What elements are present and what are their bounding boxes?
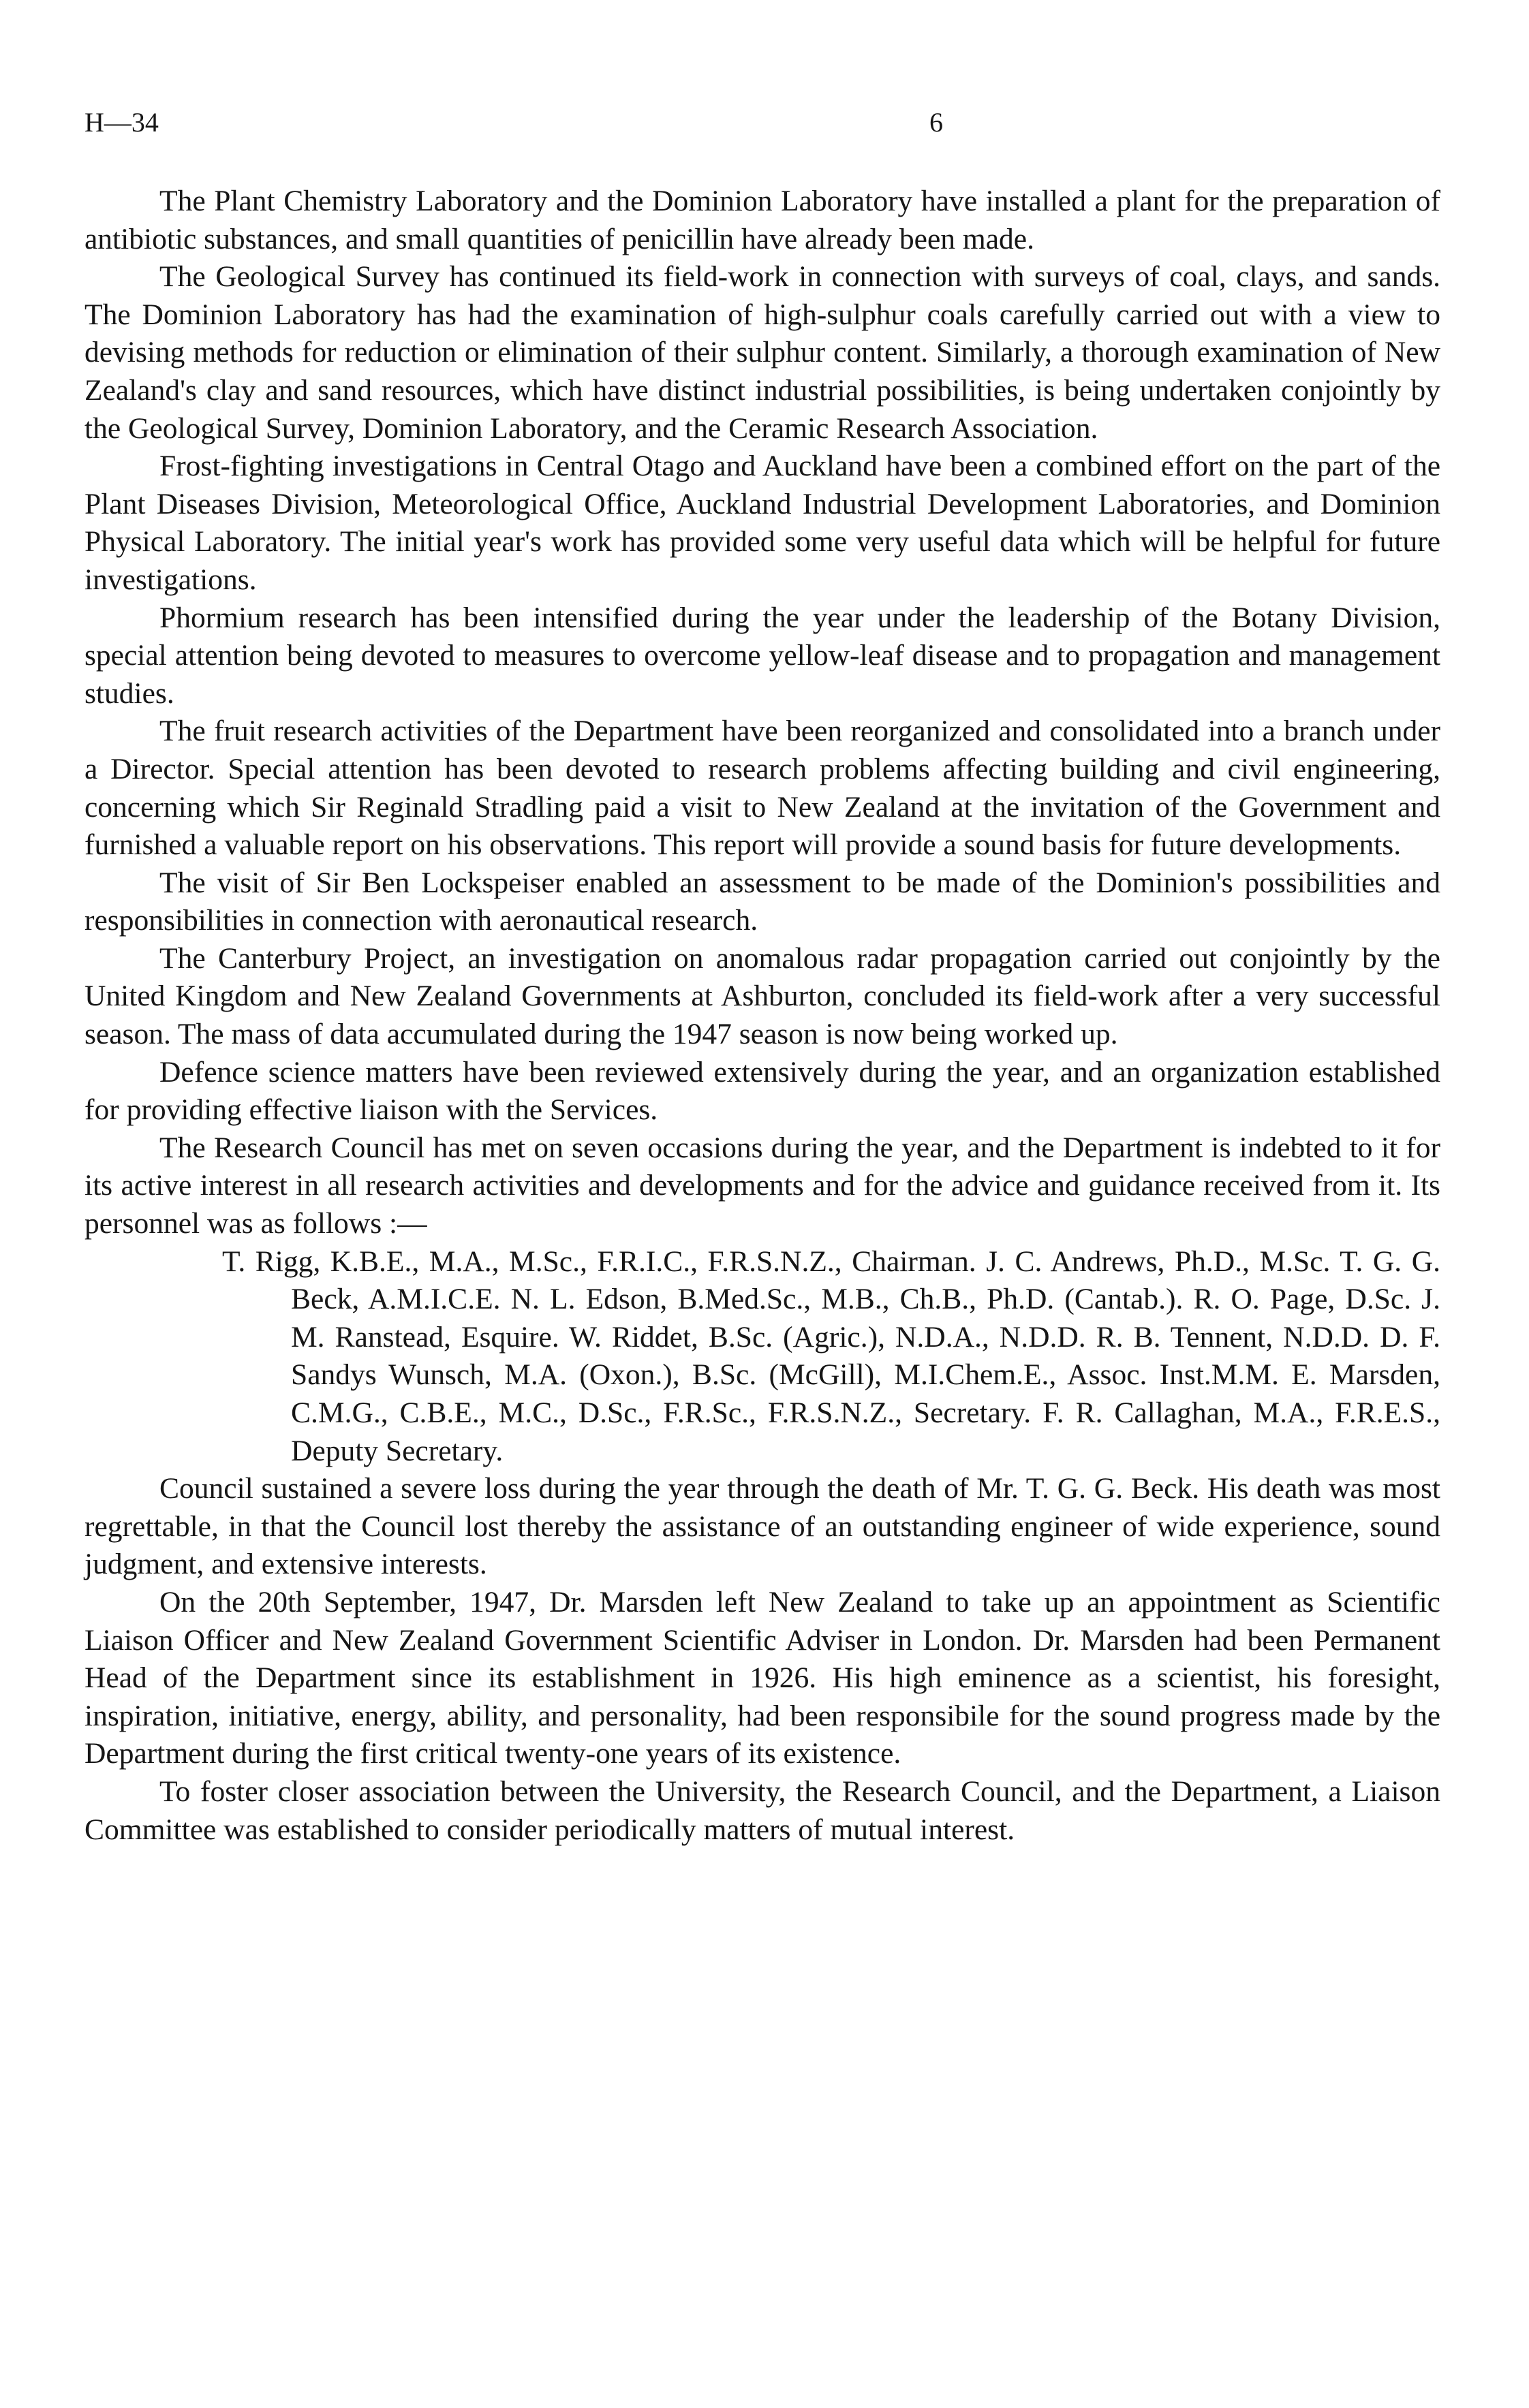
paragraph-antibiotics: The Plant Chemistry Laboratory and the Dominion Laboratory have installed a plant for the preparation of antibiotic substances, and small quantities of penicillin have already been made. xyxy=(84,185,1440,255)
paragraph-marsden-departure: On the 20th September, 1947, Dr. Marsden left New Zealand to take up an appointment as Scientific Liaison Officer and New Zealand Government Scientific Adviser in London. Dr. Marsden had been Permanent Head of the Department since its establishment in 1926. His high eminence as a scientist, his foresight, inspiration, initiative, energy, ability, and personality, had been responsibile for the sound progress made by the Department during the first critical twenty-one years of its existence. xyxy=(84,1585,1440,1770)
council-personnel-list: T. Rigg, K.B.E., M.A., M.Sc., F.R.I.C., F.R.S.N.Z., Chairman. J. C. Andrews, Ph.D., M.Sc. T. G. G. Beck, A.M.I.C.E. N. L. Edson, B.Med.Sc., M.B., Ch.B., Ph.D. (Cantab.). R. O. Page, D.Sc. J. M. Ranstead, Esquire. W. Riddet, B.Sc. (Agric.), N.D.A., N.D.D. R. B. Tennent, N.D.D. D. F. Sandys Wunsch, M.A. (Oxon.), B.Sc. (McGill), M.I.Chem.E., Assoc. Inst.M.M. E. Marsden, C.M.G., C.B.E., M.C., D.Sc., F.R.Sc., F.R.S.N.Z., Secretary. F. R. Callaghan, M.A., F.R.E.S., Deputy Secretary. xyxy=(222,1245,1440,1467)
page-header xyxy=(84,102,1447,143)
body-text xyxy=(84,183,1440,1849)
paragraph-defence-science: Defence science matters have been reviewed extensively during the year, and an organization established for providing effective liaison with the Services. xyxy=(84,1055,1440,1127)
paragraph-canterbury-project: The Canterbury Project, an investigation on anomalous radar propagation carried out conjointly by the United Kingdom and New Zealand Governments at Ashburton, concluded its field-work after a very successful season. The mass of data accumulated during the 1947 season is now being worked up. xyxy=(84,941,1440,1051)
paragraph-lockspeiser-visit: The visit of Sir Ben Lockspeiser enabled an assessment to be made of the Dominion's possibilities and responsibilities in connection with aeronautical research. xyxy=(84,866,1440,937)
paragraph-beck-death: Council sustained a severe loss during the year through the death of Mr. T. G. G. Beck. His death was most regrettable, in that the Council lost thereby the assistance of an outstanding engineer of wide experience, sound judgment, and extensive interests. xyxy=(84,1472,1440,1581)
paragraph-geological-survey: The Geological Survey has continued its field-work in connection with surveys of coal, clays, and sands. The Dominion Laboratory has had the examination of high-sulphur coals carefully carried out with a view to devising methods for reduction or elimination of their sulphur content. Similarly, a thorough examination of New Zealand's clay and sand resources, which have distinct industrial possibilities, is being undertaken conjointly by the Geological Survey, Dominion Laboratory, and the Ceramic Research Association. xyxy=(84,260,1440,445)
document-reference: H—34 xyxy=(84,107,159,138)
paragraph-fruit-research: The fruit research activities of the Department have been reorganized and consolidated into a branch under a Director. Special attention has been devoted to research problems affecting building and civil engineering, concerning which Sir Reginald Stradling paid a visit to New Zealand at the invitation of the Government and furnished a valuable report on his observations. This report will provide a sound basis for future developments. xyxy=(84,715,1440,862)
paragraph-liaison-committee: To foster closer association between the University, the Research Council, and the Department, a Liaison Committee was established to consider periodically matters of mutual interest. xyxy=(84,1774,1440,1846)
page-number: 6 xyxy=(929,107,943,138)
paragraph-phormium: Phormium research has been intensified during the year under the leadership of the Botany Division, special attention being devoted to measures to overcome yellow-leaf disease and to propagation and management studies. xyxy=(84,601,1440,710)
paragraph-frost-fighting: Frost-fighting investigations in Central Otago and Auckland have been a combined effort on the part of the Plant Diseases Division, Meteorological Office, Auckland Industrial Development Laboratories, and Dominion Physical Laboratory. The initial year's work has provided some very useful data which will be helpful for future investigations. xyxy=(84,450,1440,596)
paragraph-research-council: The Research Council has met on seven occasions during the year, and the Department is indebted to it for its active interest in all research activities and developments and for the advice and guidance received from it. Its personnel was as follows :— xyxy=(84,1131,1440,1240)
